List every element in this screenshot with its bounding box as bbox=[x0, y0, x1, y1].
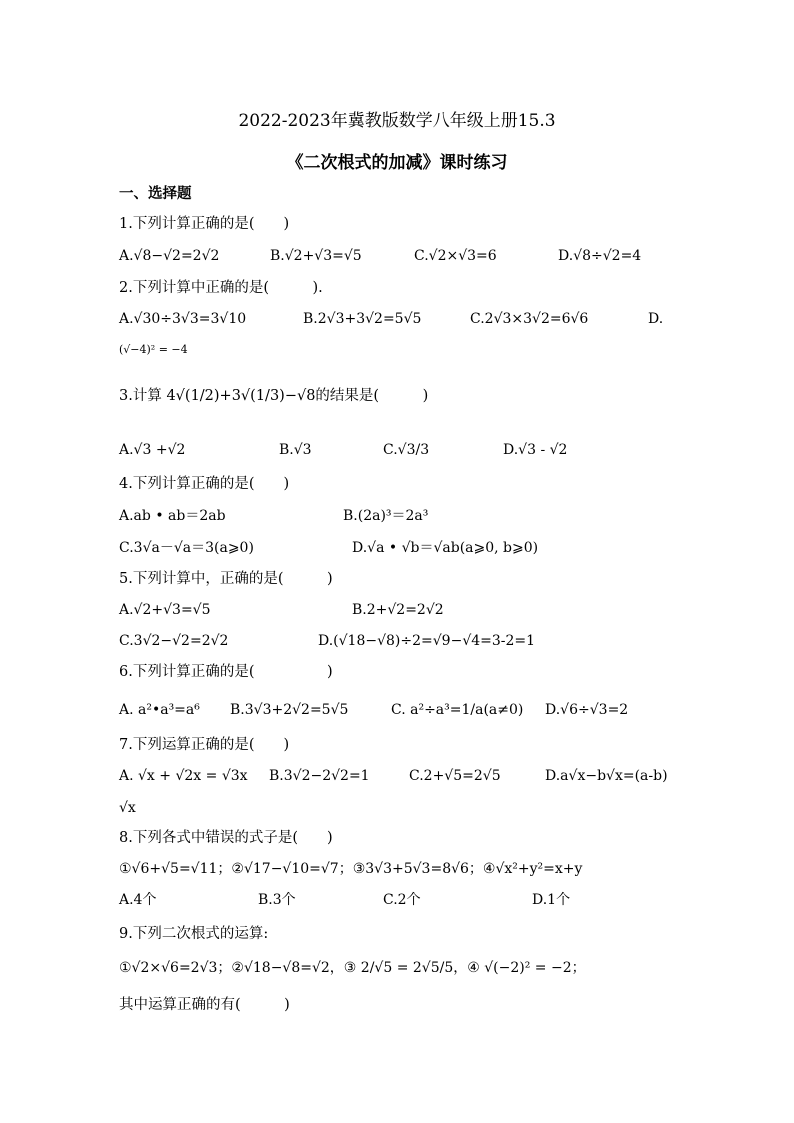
q9-prompt: 其中运算正确的有( ) bbox=[119, 997, 290, 1013]
q3-option-d: D.√3 - √2 bbox=[503, 442, 568, 458]
q7-option-c: C.2+√5=2√5 bbox=[409, 768, 501, 784]
question-7-stem: 7.下列运算正确的是( ) bbox=[119, 737, 290, 753]
q8-option-a: A.4个 bbox=[119, 892, 157, 908]
q8-option-b: B.3个 bbox=[258, 892, 296, 908]
q1-option-d: D.√8÷√2=4 bbox=[558, 248, 642, 264]
q5-option-c: C.3√2−√2=2√2 bbox=[119, 633, 229, 649]
q6-option-b: B.3√3+2√2=5√5 bbox=[230, 702, 349, 718]
q2-option-d-formula: (√−4)² = −4 bbox=[119, 343, 188, 356]
q6-option-a: A. a²•a³=a⁶ bbox=[119, 702, 200, 718]
q8-option-d: D.1个 bbox=[532, 892, 571, 908]
q3-option-b: B.√3 bbox=[279, 442, 312, 458]
doc-subtitle: 《二次根式的加减》课时练习 bbox=[286, 153, 508, 173]
section-heading: 一、选择题 bbox=[119, 185, 192, 202]
q2-option-d: D. bbox=[648, 311, 664, 327]
q7-option-d: D.a√x−b√x=(a-b) bbox=[545, 768, 668, 784]
q2-option-c: C.2√3×3√2=6√6 bbox=[470, 311, 589, 327]
question-1-stem: 1.下列计算正确的是( ) bbox=[119, 216, 290, 232]
q7-option-d-cont: √x bbox=[119, 800, 136, 816]
q2-option-a: A.√30÷3√3=3√10 bbox=[119, 311, 247, 327]
doc-title: 2022-2023年冀教版数学八年级上册15.3 bbox=[238, 111, 556, 131]
question-2-stem: 2.下列计算中正确的是( ). bbox=[119, 280, 323, 296]
q5-option-d: D.(√18−√8)÷2=√9−√4=3-2=1 bbox=[318, 633, 536, 649]
q7-option-b: B.3√2−2√2=1 bbox=[269, 768, 370, 784]
q5-option-b: B.2+√2=2√2 bbox=[352, 602, 444, 618]
q3-option-c: C.√3/3 bbox=[383, 442, 430, 458]
q2-option-b: B.2√3+3√2=5√5 bbox=[303, 311, 422, 327]
q9-statements: ①√2×√6=2√3；②√18−√8=√2，③ 2/√5 = 2√5/5，④ √(−2)² = −2； bbox=[119, 960, 586, 976]
q1-option-a: A.√8−√2=2√2 bbox=[119, 248, 220, 264]
question-5-stem: 5.下列计算中，正确的是( ) bbox=[119, 571, 333, 587]
question-4-stem: 4.下列计算正确的是( ) bbox=[119, 476, 290, 492]
q4-option-c: C.3√a－√a＝3(a⩾0) bbox=[119, 540, 254, 556]
q5-option-a: A.√2+√3=√5 bbox=[119, 602, 211, 618]
q6-option-c: C. a²÷a³=1/a(a≠0) bbox=[391, 702, 524, 718]
q8-option-c: C.2个 bbox=[383, 892, 421, 908]
question-9-stem: 9.下列二次根式的运算: bbox=[119, 926, 269, 942]
question-3-stem: 3.计算 4√(1/2)+3√(1/3)−√8的结果是( ) bbox=[119, 388, 429, 404]
q4-option-a: A.ab • ab＝2ab bbox=[119, 508, 226, 524]
q4-option-b: B.(2a)³＝2a³ bbox=[343, 508, 429, 524]
question-8-stem: 8.下列各式中错误的式子是( ) bbox=[119, 830, 333, 846]
q8-statements: ①√6+√5=√11；②√17−√10=√7；③3√3+5√3=8√6；④√x²+y²=x+y bbox=[119, 861, 583, 877]
q3-option-a: A.√3 +√2 bbox=[119, 442, 186, 458]
q1-option-c: C.√2×√3=6 bbox=[414, 248, 497, 264]
question-6-stem: 6.下列计算正确的是( ) bbox=[119, 664, 333, 680]
q1-option-b: B.√2+√3=√5 bbox=[270, 248, 362, 264]
q7-option-a: A. √x + √2x = √3x bbox=[119, 768, 248, 784]
q4-option-d: D.√a • √b＝√ab(a⩾0, b⩾0) bbox=[352, 540, 539, 556]
q6-option-d: D.√6÷√3=2 bbox=[545, 702, 629, 718]
